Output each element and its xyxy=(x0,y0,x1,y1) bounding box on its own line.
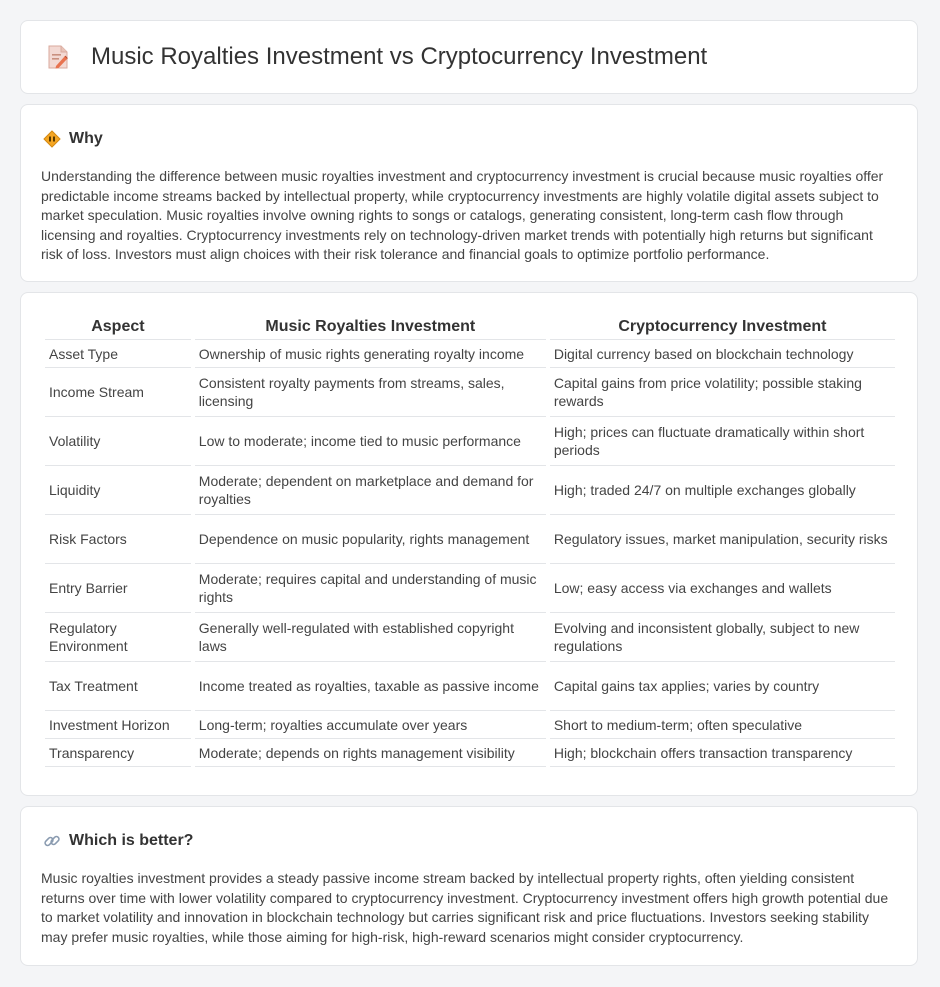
header-music-royalties: Music Royalties Investment xyxy=(195,315,546,340)
cell-aspect: Income Stream xyxy=(45,368,191,417)
comparison-table xyxy=(41,315,899,767)
cell-music: Generally well-regulated with established copyright laws xyxy=(195,613,546,662)
cell-music: Moderate; requires capital and understanding of music rights xyxy=(195,564,546,613)
why-card xyxy=(20,104,918,282)
cell-music: Moderate; dependent on marketplace and demand for royalties xyxy=(195,466,546,515)
cell-crypto: Digital currency based on blockchain technology xyxy=(550,340,895,368)
cell-crypto: Capital gains tax applies; varies by country xyxy=(550,662,895,711)
cell-aspect: Investment Horizon xyxy=(45,711,191,739)
cell-music: Ownership of music rights generating royalty income xyxy=(195,340,546,368)
table-row xyxy=(45,564,895,613)
table-row xyxy=(45,515,895,564)
which-is-better-card xyxy=(20,806,918,966)
cell-aspect: Volatility xyxy=(45,417,191,466)
cell-music: Consistent royalty payments from streams, sales, licensing xyxy=(195,368,546,417)
cell-aspect: Liquidity xyxy=(45,466,191,515)
cell-aspect: Asset Type xyxy=(45,340,191,368)
why-heading: Why xyxy=(69,130,103,147)
table-row xyxy=(45,466,895,515)
table-row xyxy=(45,417,895,466)
table-row xyxy=(45,340,895,368)
cell-music: Dependence on music popularity, rights management xyxy=(195,515,546,564)
diamond-sign-icon xyxy=(43,130,61,148)
cell-music: Income treated as royalties, taxable as passive income xyxy=(195,662,546,711)
cell-aspect: Regulatory Environment xyxy=(45,613,191,662)
cell-aspect: Risk Factors xyxy=(45,515,191,564)
cell-music: Long-term; royalties accumulate over years xyxy=(195,711,546,739)
cell-music: Moderate; depends on rights management visibility xyxy=(195,739,546,767)
comparison-table-card xyxy=(20,292,918,796)
cell-crypto: High; prices can fluctuate dramatically within short periods xyxy=(550,417,895,466)
page-title: Music Royalties Investment vs Cryptocurrency Investment xyxy=(91,43,708,70)
table-row xyxy=(45,613,895,662)
why-text: Understanding the difference between music royalties investment and cryptocurrency investment is crucial because music royalties offer predictable income streams backed by intellectual property, while cryptocurrency investments are highly volatile digital assets subject to market speculation. Music royalties involve owning rights to songs or catalogs, generating consistent, long-term cash flow through licensing and royalties. Cryptocurrency investments rely on technology-driven market trends with potentially high returns but significant risk of loss. Investors must align choices with their risk tolerance and financial goals to optimize portfolio performance. xyxy=(41,168,884,263)
table-row xyxy=(45,711,895,739)
cell-crypto: Capital gains from price volatility; possible staking rewards xyxy=(550,368,895,417)
document-edit-icon xyxy=(47,44,69,70)
cell-crypto: Low; easy access via exchanges and wallets xyxy=(550,564,895,613)
cell-music: Low to moderate; income tied to music performance xyxy=(195,417,546,466)
cell-crypto: Regulatory issues, market manipulation, security risks xyxy=(550,515,895,564)
table-header-row xyxy=(45,315,895,340)
cell-crypto: High; traded 24/7 on multiple exchanges globally xyxy=(550,466,895,515)
which-is-better-text: Music royalties investment provides a steady passive income stream backed by intellectual property rights, often yielding consistent returns over time with lower volatility compared to cryptocurrency investment. Cryptocurrency investment offers high growth potential due to market volatility and innovation in blockchain technology but carries significant risk and price fluctuations. Investors seeking stability may prefer music royalties, while those aiming for high-risk, high-reward scenarios might consider cryptocurrency. xyxy=(41,870,889,945)
header-aspect: Aspect xyxy=(45,315,191,340)
link-icon xyxy=(43,832,61,850)
table-row xyxy=(45,662,895,711)
cell-crypto: Evolving and inconsistent globally, subject to new regulations xyxy=(550,613,895,662)
cell-aspect: Transparency xyxy=(45,739,191,767)
which-is-better-heading: Which is better? xyxy=(69,832,194,849)
header-cryptocurrency: Cryptocurrency Investment xyxy=(550,315,895,340)
cell-aspect: Tax Treatment xyxy=(45,662,191,711)
table-row xyxy=(45,739,895,767)
table-row xyxy=(45,368,895,417)
header-card xyxy=(20,20,918,94)
cell-crypto: High; blockchain offers transaction transparency xyxy=(550,739,895,767)
cell-aspect: Entry Barrier xyxy=(45,564,191,613)
cell-crypto: Short to medium-term; often speculative xyxy=(550,711,895,739)
